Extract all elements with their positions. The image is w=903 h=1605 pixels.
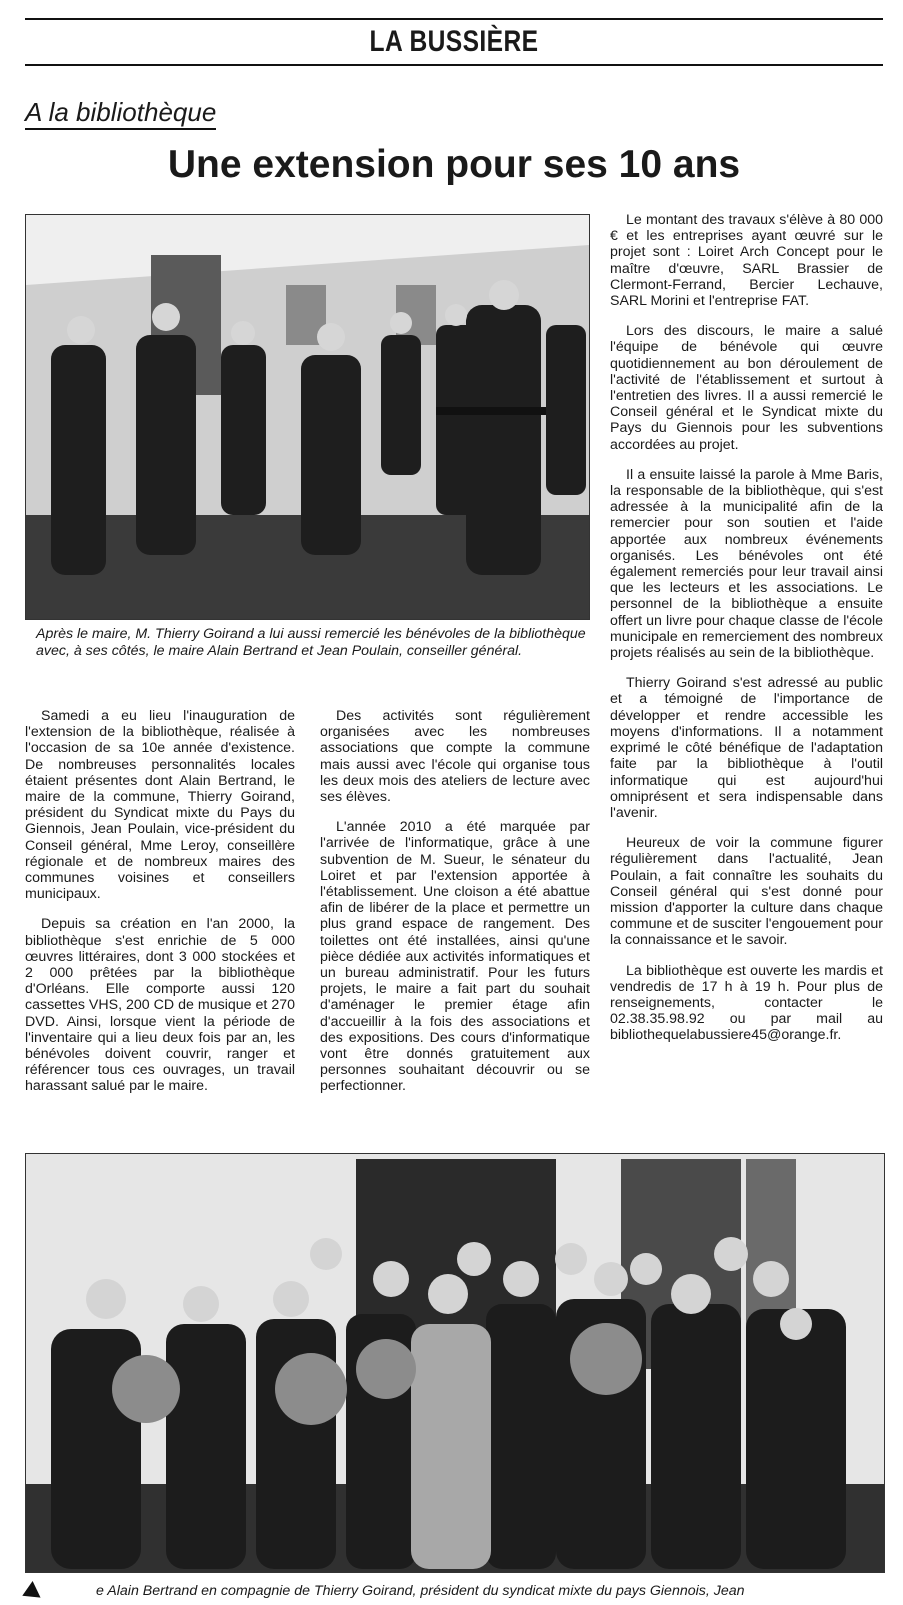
header-rule-bottom (25, 64, 883, 66)
photo-group-volunteers (25, 1153, 885, 1573)
paragraph: Samedi a eu lieu l'inauguration de l'extension de la bibliothèque, réalisée à l'occasion de sa 10e année d'existence. De nombreuses personnalités locales étaient présentes dont Alain Bertrand, le maire de la commune, Thierry Goirand, président du Syndicat mixte du Pays du Giennois, Jean Poulain, vice-président du Conseil général, Mme Leroy, conseillère régionale et de nombreux maires des communes voisines et conseillers municipaux. (25, 708, 295, 903)
paragraph: L'année 2010 a été marquée par l'arrivée de l'informatique, grâce à une subvention de M. Sueur, le sénateur du Loiret et par l'extension apportée à l'établissement. Une cloison a été abattue afin de libérer de la place et permettre un plus grand espace de rangement. Des toilettes ont été installées, ainsi qu'une pièce dédiée aux activités informatiques et un bureau administratif. Pour les futurs projets, le maire a fait part du souhait d'aménager le premier étage afin d'accueillir à la fois des associations et des expositions. Des cours d'informatique vont être donnés gratuitement aux personnes souhaitant découvrir ou se perfectionner. (320, 819, 590, 1095)
paragraph: Il a ensuite laissé la parole à Mme Baris, la responsable de la bibliothèque, qui s'est adressée à la municipalité afin de la remercier pour son soutien et l'aide apportée aux nombreux événements organisés. Les bénévoles ont été également remerciés pour leur travail ainsi que les lecteurs et les associations. Le personnel de la bibliothèque a ensuite offert un livre pour chaque classe de l'école municipale en remerciement des nombreux projets réalisés au sein de la bibliothèque. (610, 466, 883, 662)
paragraph: Le montant des travaux s'élève à 80 000 € et les entreprises ayant œuvré sur le projet sont : Loiret Arch Concept pour le maître d'œuvre, SARL Brassier de Clermont-Ferrand, Bercier Lechauve, SARL Morini et l'entreprise FAT. (610, 212, 883, 310)
article-column-1 (25, 708, 295, 1095)
section-name: LA BUSSIÈRE (369, 25, 539, 58)
paragraph: Lors des discours, le maire a salué l'équipe de bénévole qui œuvre quotidiennement au bon déroulement de l'activité de l'établissement et surtout à l'entretien des livres. Il a aussi remercié le Conseil général et le Syndicat mixte du Pays du Giennois pour les subventions accordées au projet. (610, 323, 883, 453)
continuation-arrow-icon (22, 1581, 45, 1605)
photo-caption-top: Après le maire, M. Thierry Goirand a lui aussi remercié les bénévoles de la bibliothèque avec, à ses côtés, le maire Alain Bertrand et Jean Poulain, conseiller général. (36, 626, 586, 659)
article-kicker: A la bibliothèque (25, 96, 216, 130)
paragraph: Depuis sa création en l'an 2000, la bibliothèque s'est enrichie de 5 000 œuvres littéraires, dont 3 000 stockées et 2 000 prêtées par la bibliothèque d'Orléans. Elle comporte aussi 120 cassettes VHS, 200 CD de musique et 270 DVD. Ainsi, lorsque vient la période de l'inventaire qui a lieu deux fois par an, les bénévoles doivent couvrir, ranger et référencer tous ces ouvrages, un travail harassant salué par le maire. (25, 916, 295, 1095)
paragraph: Des activités sont régulièrement organisées avec les nombreuses associations que compte la commune mais aussi avec l'école qui organise tous les deux mois des ateliers de lecture avec ses élèves. (320, 708, 590, 806)
paragraph: Thierry Goirand s'est adressé au public et a témoigné de l'importance de développer et rendre accessible les moyens d'informations. Il a notamment exprimé le côté bénéfique de l'adaptation faite par la bibliothèque à l'outil informatique qui est aujourd'hui omniprésent et sera indispensable dans l'avenir. (610, 675, 883, 821)
header-rule-top (25, 18, 883, 20)
photo-inauguration-speech (25, 214, 590, 620)
article-column-2 (320, 708, 590, 1095)
photo-caption-bottom: e Alain Bertrand en compagnie de Thierry Goirand, président du syndicat mixte du pays Giennois, Jean (96, 1583, 745, 1599)
article-column-3 (610, 212, 883, 1044)
paragraph: Heureux de voir la commune figurer régulièrement dans l'actualité, Jean Poulain, a fait connaître les souhaits du Conseil général qui s'est donné pour mission d'apporter la culture dans chaque commune et de susciter l'engouement pour la connaissance et le savoir. (610, 835, 883, 949)
paragraph: La bibliothèque est ouverte les mardis et vendredis de 17 h à 19 h. Pour plus de renseignements, contacter le 02.38.35.98.92 ou par mail au bibliothequelabussiere45@orange.fr. (610, 962, 883, 1044)
article-headline: Une extension pour ses 10 ans (167, 143, 741, 186)
photo-illustration (26, 1154, 884, 1572)
photo-illustration (26, 215, 589, 619)
